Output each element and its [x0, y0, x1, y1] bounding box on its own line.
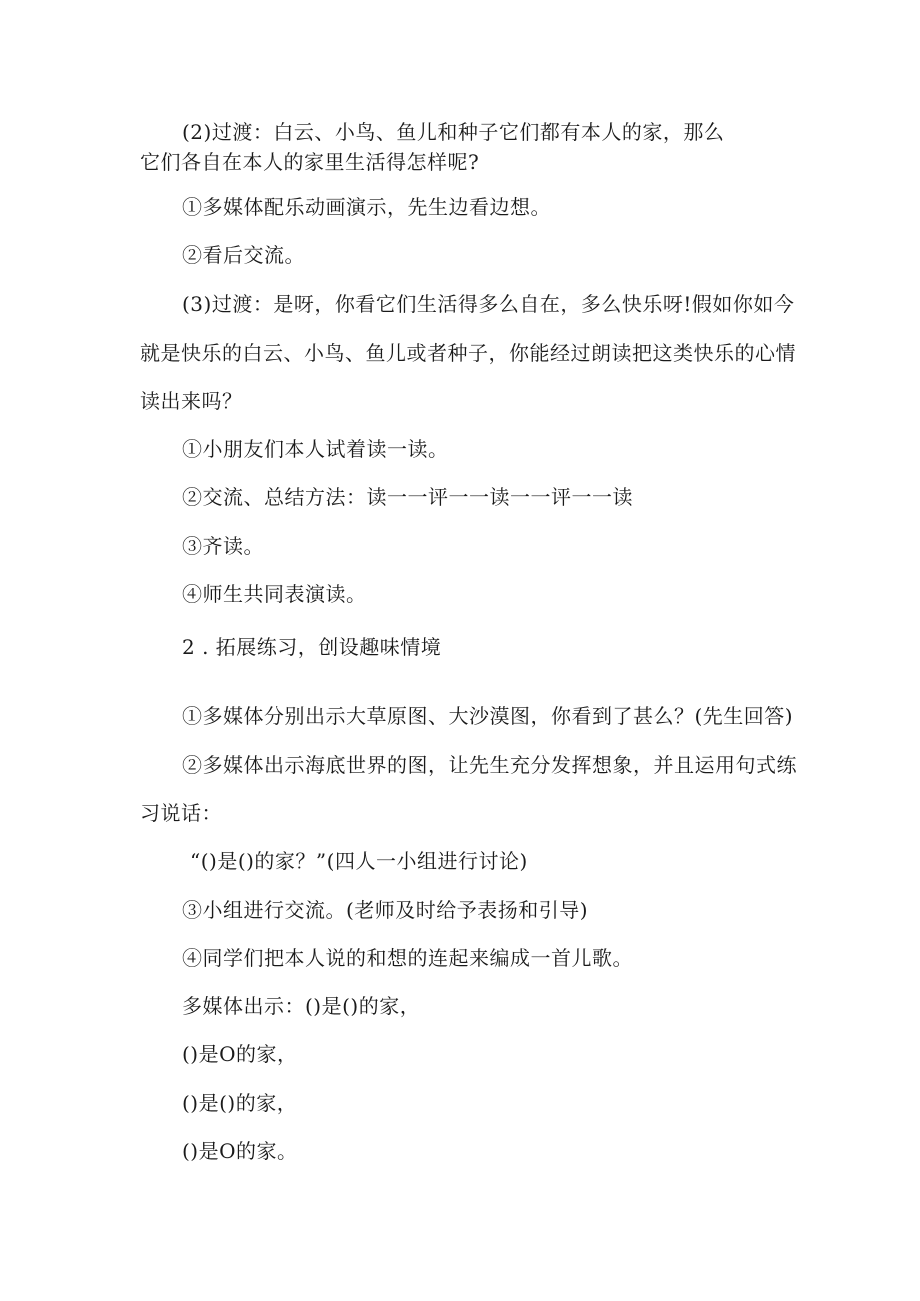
- song-line-2: ()是O的家，: [182, 1042, 298, 1066]
- step-show-pictures: ①多媒体分别出示大草原图、大沙漠图，你看到了甚么？(先生回答): [182, 704, 794, 728]
- section-heading-extension: 2 . 拓展练习，创设趣味情境: [182, 635, 442, 659]
- song-line-4: ()是O的家。: [182, 1139, 298, 1163]
- sentence-pattern: “()是()的家？”(四人一小组进行讨论): [190, 849, 528, 873]
- step-discuss-after-watch: ②看后交流。: [182, 243, 305, 267]
- step-summary-method: ②交流、总结方法：读一一评一一读一一评一一读: [182, 485, 633, 509]
- paragraph-transition-2-cont: 它们各自在本人的家里生活得怎样呢?: [140, 150, 480, 174]
- step-self-read: ①小朋友们本人试着读一读。: [182, 437, 449, 461]
- step-perform-read: ④师生共同表演读。: [182, 582, 367, 606]
- song-line-3: ()是()的家，: [182, 1091, 298, 1115]
- paragraph-transition-2: (2)过渡：白云、小鸟、鱼儿和种子它们都有本人的家，那么: [182, 120, 725, 144]
- step-group-exchange: ③小组进行交流。(老师及时给予表扬和引导): [182, 898, 589, 922]
- step-read-together: ③齐读。: [182, 534, 264, 558]
- step-undersea-world: ②多媒体出示海底世界的图，让先生充分发挥想象，并且运用句式练: [182, 753, 797, 777]
- step-compose-song: ④同学们把本人说的和想的连起来编成一首儿歌。: [182, 946, 633, 970]
- paragraph-transition-3: (3)过渡：是呀，你看它们生活得多么自在，多么快乐呀!假如你如今: [182, 292, 795, 316]
- paragraph-transition-3-end: 读出来吗？: [140, 389, 243, 413]
- song-line-1: 多媒体出示：()是()的家，: [182, 994, 421, 1018]
- paragraph-transition-3-cont: 就是快乐的白云、小鸟、鱼儿或者种子，你能经过朗读把这类快乐的心情: [140, 341, 796, 365]
- step-multimedia-animation: ①多媒体配乐动画演示，先生边看边想。: [182, 195, 551, 219]
- step-undersea-world-cont: 习说话：: [140, 801, 222, 825]
